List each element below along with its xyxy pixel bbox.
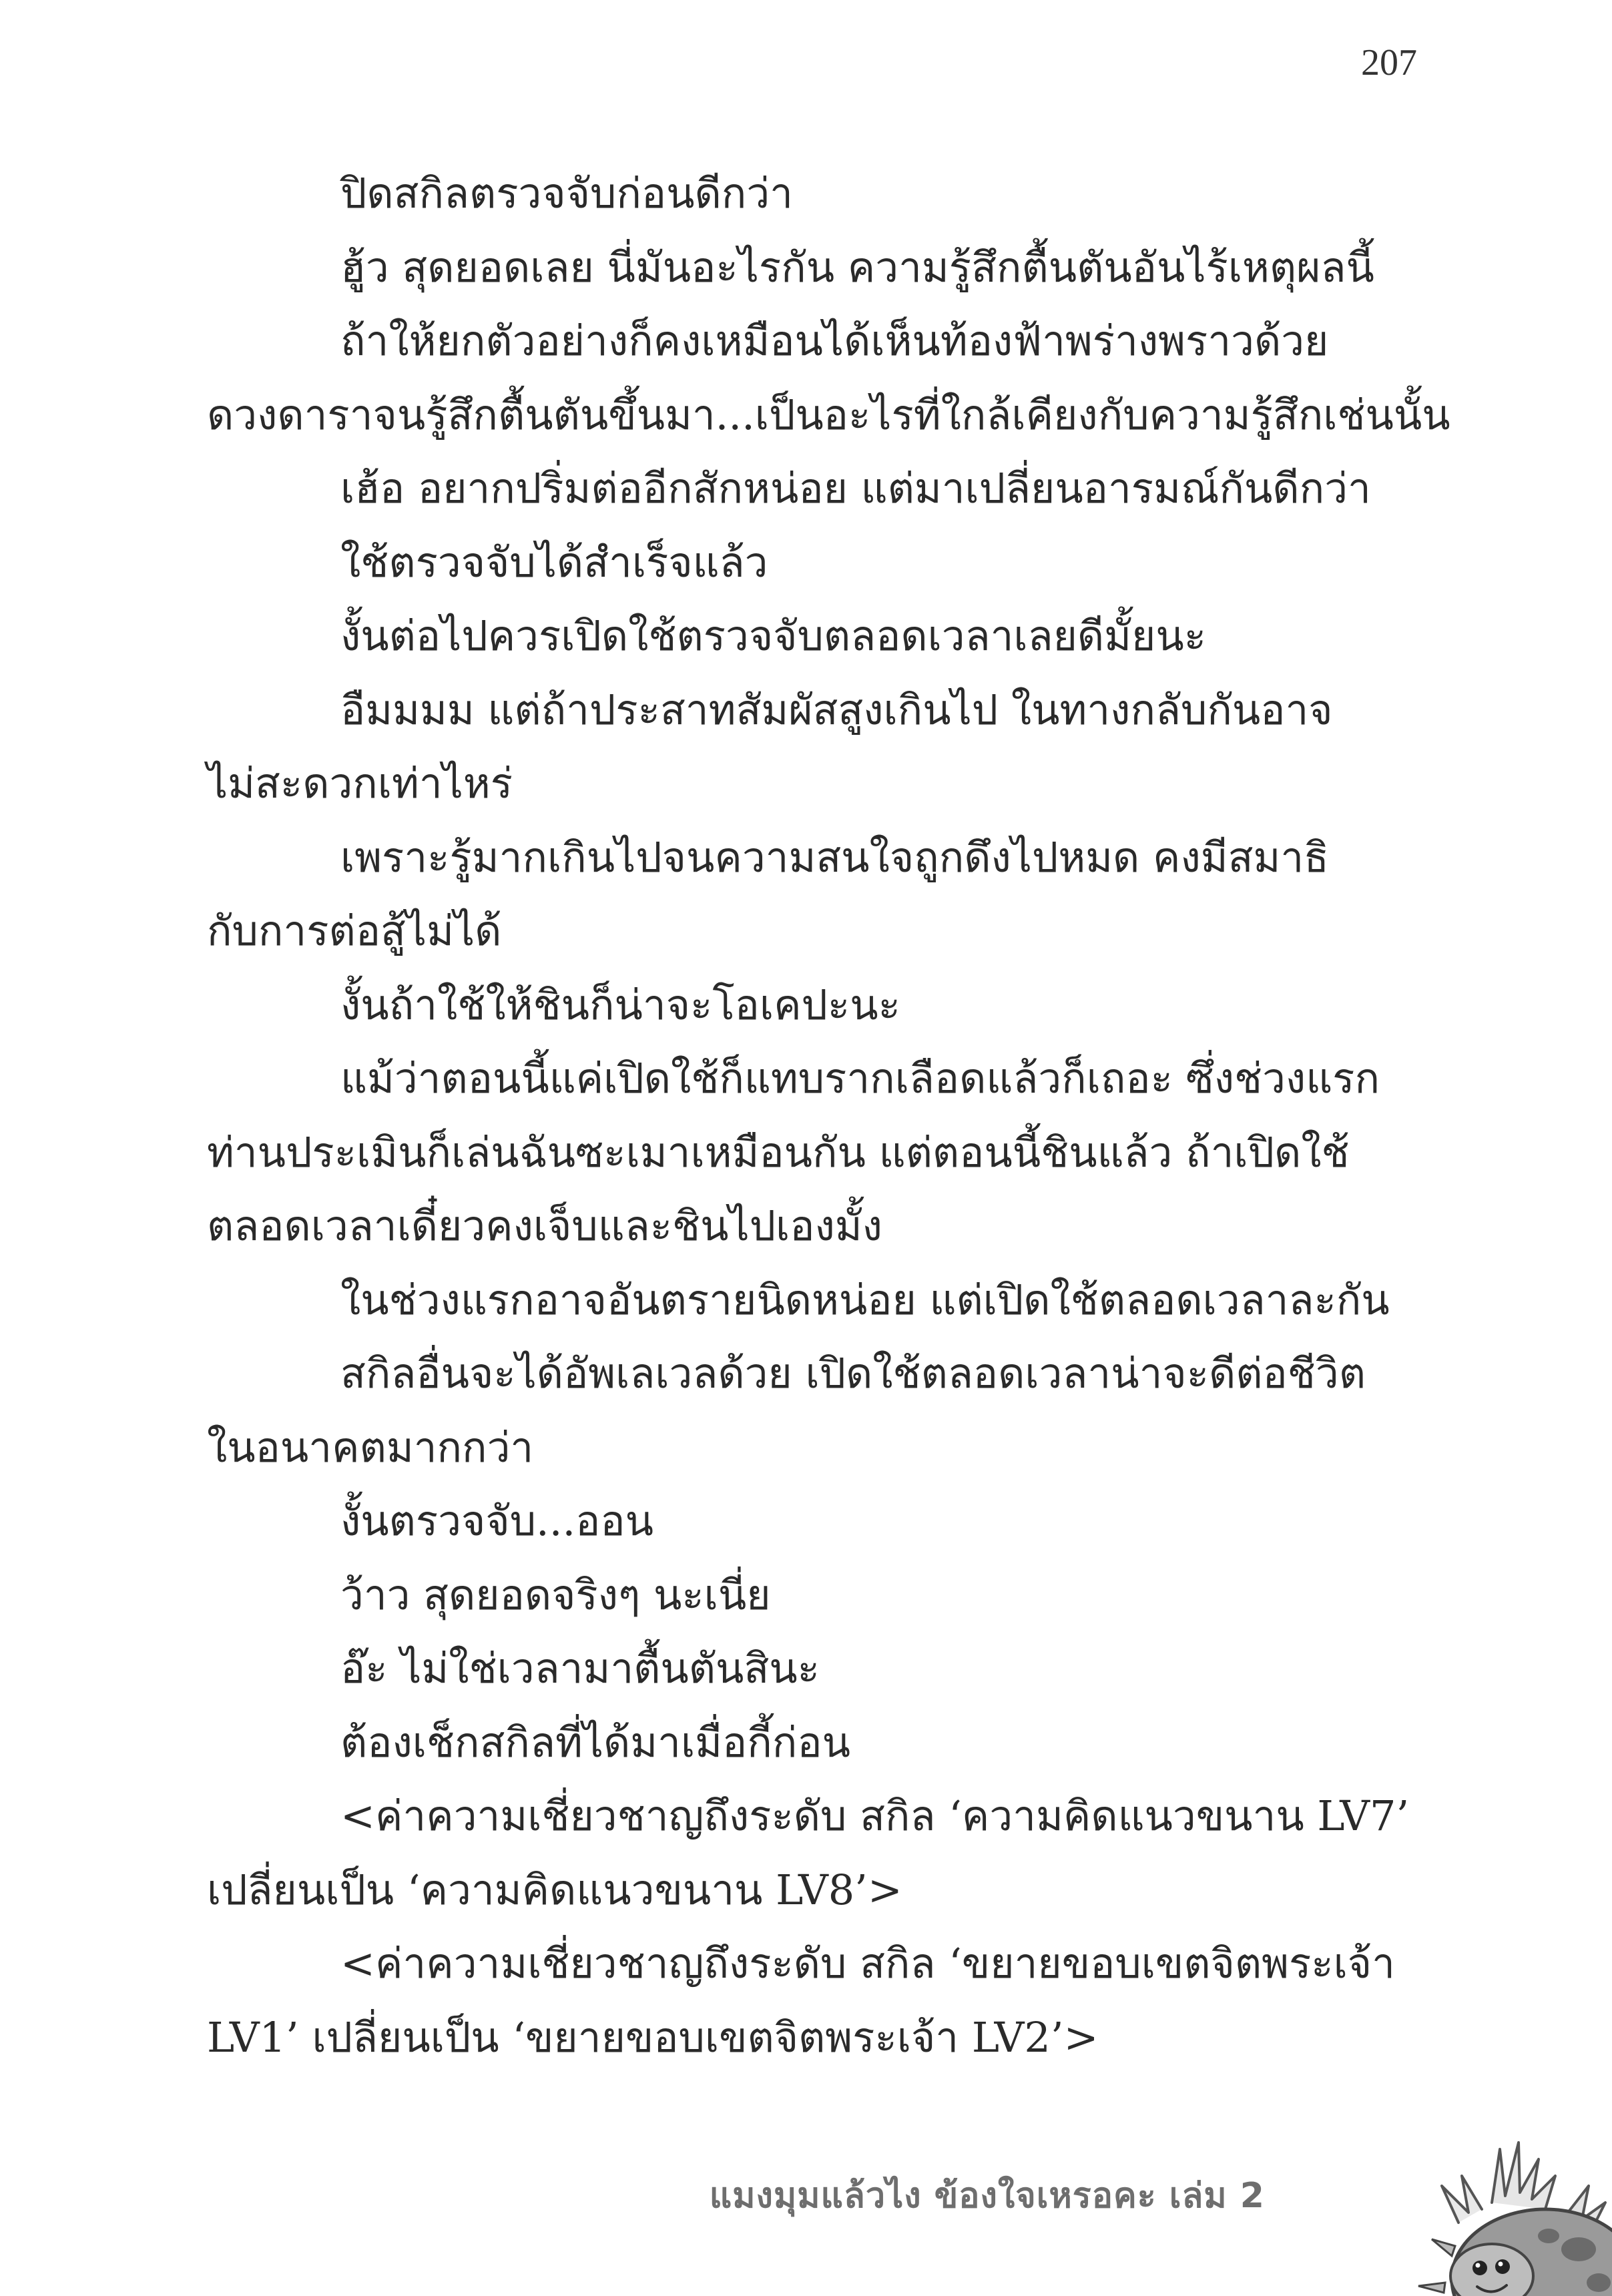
text-line: ตลอดเวลาเดี๋ยวคงเจ็บและชินไปเองมั้ง <box>207 1201 882 1250</box>
text-line: ฮู้ว สุดยอดเลย นี่มันอะไรกัน ความรู้สึกตื้นตันอันไร้เหตุผลนี้ <box>340 242 1374 292</box>
text-line: LV1’ เปลี่ยนเป็น ‘ขยายขอบเขตจิตพระเจ้า LV2’> <box>207 2012 1099 2062</box>
text-line: อืมมมม แต่ถ้าประสาทสัมผัสสูงเกินไป ในทางกลับกันอาจ <box>340 685 1333 734</box>
text-line: ใช้ตรวจจับได้สำเร็จแล้ว <box>340 537 768 587</box>
text-line: ปิดสกิลตรวจจับก่อนดีกว่า <box>340 169 793 218</box>
page-number: 207 <box>1361 42 1417 83</box>
text-line: ในช่วงแรกอาจอันตรายนิดหน่อย แต่เปิดใช้ตลอดเวลาละกัน <box>340 1275 1390 1324</box>
footer <box>0 2122 1612 2296</box>
text-line: ต้องเช็กสกิลที่ได้มาเมื่อกี้ก่อน <box>340 1717 850 1767</box>
text-line: งั้นต่อไปควรเปิดใช้ตรวจจับตลอดเวลาเลยดีมั้ยนะ <box>340 611 1207 660</box>
text-line: ไม่สะดวกเท่าไหร่ <box>207 759 513 808</box>
text-line: อ๊ะ ไม่ใช่เวลามาตื้นตันสินะ <box>340 1644 820 1693</box>
text-line: เฮ้อ อยากปริ่มต่ออีกสักหน่อย แต่มาเปลี่ยนอารมณ์กันดีกว่า <box>340 464 1371 513</box>
text-line: กับการต่อสู้ไม่ได้ <box>207 906 502 955</box>
book-title: แมงมุมแล้วไง ข้องใจเหรอคะ เล่ม 2 <box>709 2176 1265 2216</box>
text-line: ดวงดาราจนรู้สึกตื้นตันขึ้นมา...เป็นอะไรที่ใกล้เคียงกับความรู้สึกเช่นนั้น <box>207 390 1450 439</box>
text-line: ในอนาคตมากกว่า <box>207 1422 534 1472</box>
text-line: แม้ว่าตอนนี้แค่เปิดใช้ก็แทบรากเลือดแล้วก็เถอะ ซึ่งช่วงแรก <box>340 1054 1380 1103</box>
text-line: <ค่าความเชี่ยวชาญถึงระดับ สกิล ‘ความคิดแนวขนาน LV7’ <box>340 1791 1410 1840</box>
text-line: เปลี่ยนเป็น ‘ความคิดแนวขนาน LV8’> <box>207 1865 902 1914</box>
text-line: ท่านประเมินก็เล่นฉันซะเมาเหมือนกัน แต่ตอนนี้ชินแล้ว ถ้าเปิดใช้ <box>207 1127 1350 1177</box>
text-line: งั้นตรวจจับ...ออน <box>340 1496 654 1545</box>
text-line: สกิลอื่นจะได้อัพเลเวลด้วย เปิดใช้ตลอดเวลาน่าจะดีต่อชีวิต <box>340 1349 1366 1398</box>
text-line: งั้นถ้าใช้ให้ชินก็น่าจะโอเคปะนะ <box>340 980 900 1029</box>
body-text <box>207 157 1450 2074</box>
text-line: <ค่าความเชี่ยวชาญถึงระดับ สกิล ‘ขยายขอบเขตจิตพระเจ้า <box>340 1939 1395 1988</box>
text-line: ว้าว สุดยอดจริงๆ นะเนี่ย <box>340 1570 771 1619</box>
text-line: เพราะรู้มากเกินไปจนความสนใจถูกดึงไปหมด คงมีสมาธิ <box>340 832 1330 882</box>
text-line: ถ้าให้ยกตัวอย่างก็คงเหมือนได้เห็นท้องฟ้าพร่างพราวด้วย <box>340 316 1329 365</box>
mascot-illustration <box>1325 2122 1612 2296</box>
